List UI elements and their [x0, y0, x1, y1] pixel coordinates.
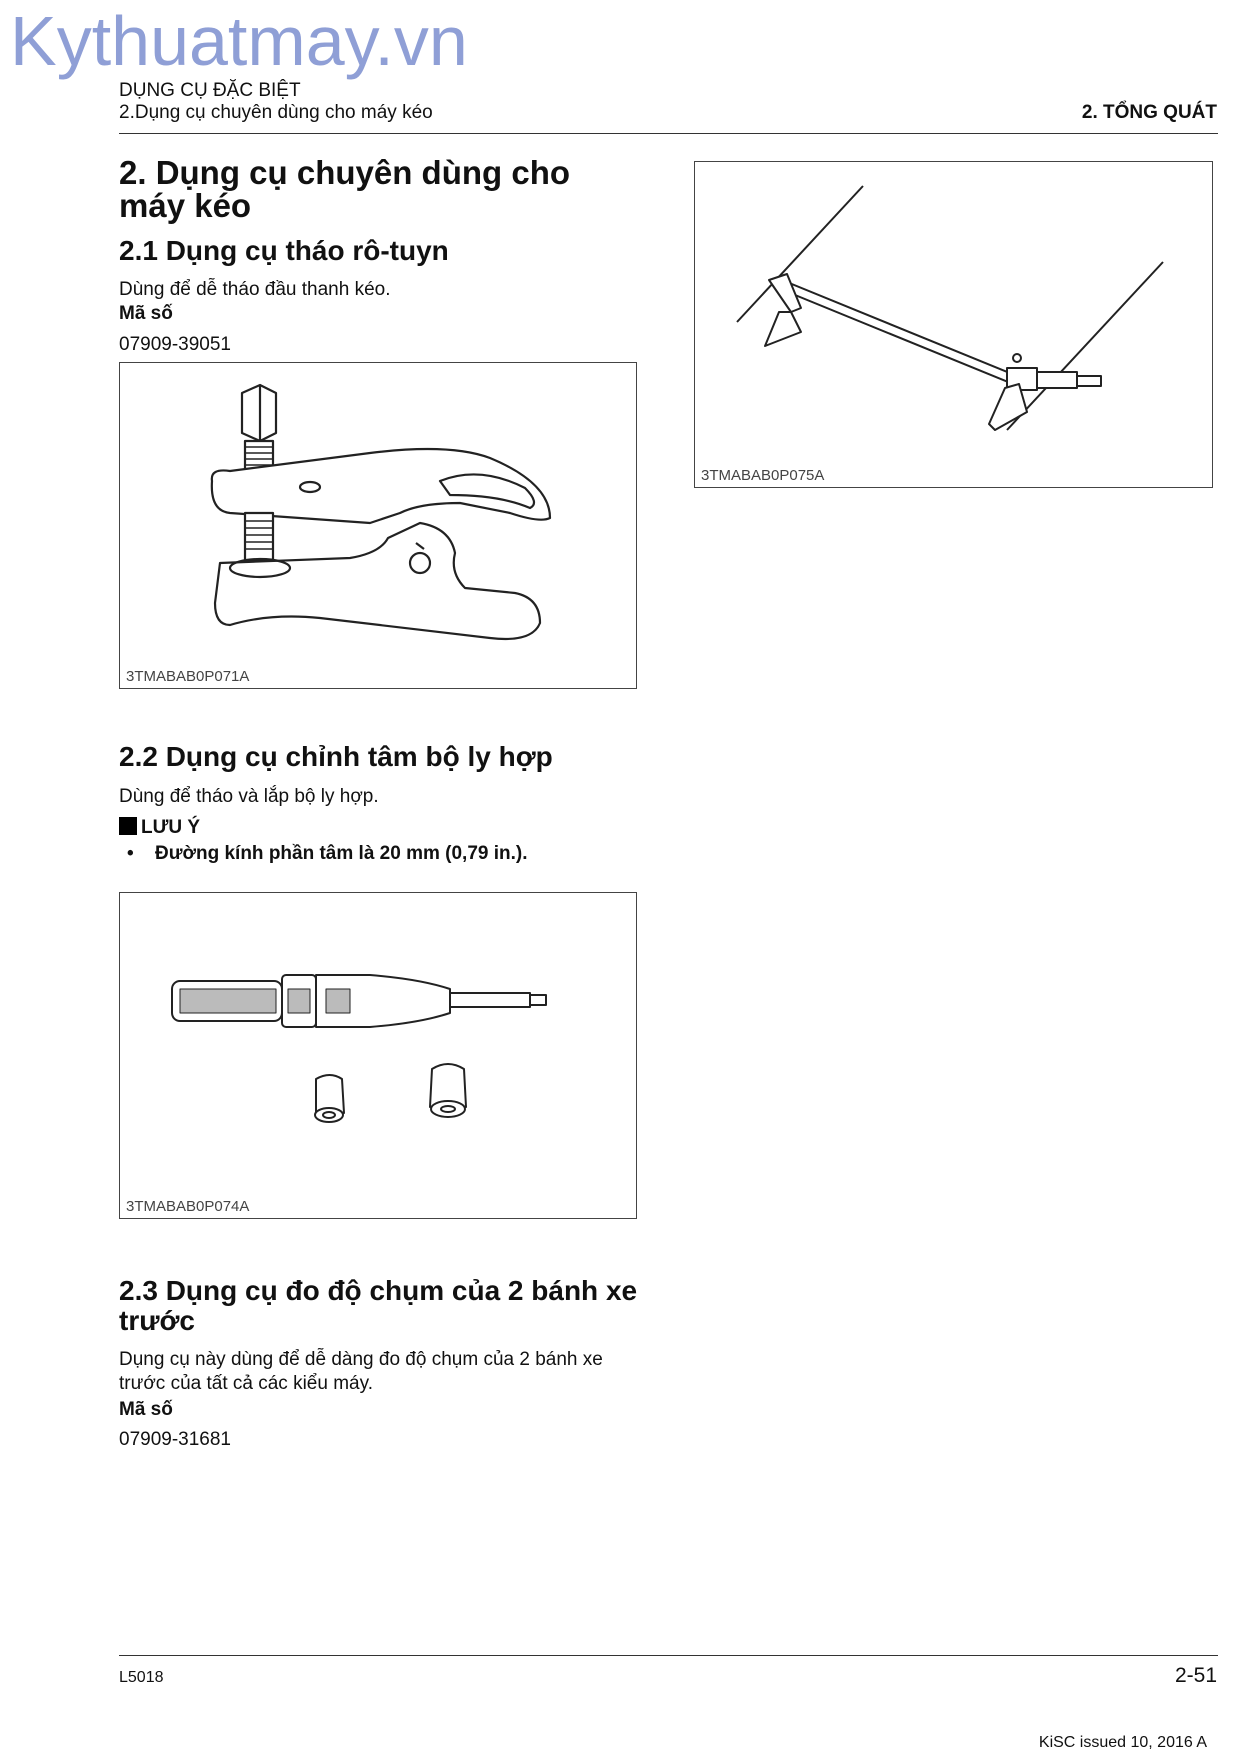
code-2-3: 07909-31681 — [119, 1429, 231, 1450]
page-number: 2-51 — [1174, 1664, 1217, 1687]
figure-id-071: 3TMABAB0P071A — [126, 668, 250, 685]
heading-2-3: 2.3 Dụng cụ đo độ chụm của 2 bánh xe trước — [119, 1275, 638, 1336]
heading-2-1: 2.1 Dụng cụ tháo rô-tuyn — [119, 235, 449, 266]
footer-divider — [119, 1655, 1218, 1656]
figure-id-074: 3TMABAB0P074A — [126, 1198, 250, 1215]
heading-2-2: 2.2 Dụng cụ chỉnh tâm bộ ly hợp — [119, 741, 553, 772]
watermark-logo: Kythuatmay.vn — [10, 2, 468, 80]
note-label: LƯU Ý — [141, 817, 201, 838]
note-bullet-icon: • — [127, 843, 134, 864]
header-divider — [119, 133, 1218, 134]
note-item: Đường kính phần tâm là 20 mm (0,79 in.). — [155, 843, 528, 864]
code-2-1: 07909-39051 — [119, 334, 231, 355]
toe-in-gauge-drawing — [695, 162, 1212, 487]
header-subsection: 2.Dụng cụ chuyên dùng cho máy kéo — [119, 102, 433, 123]
header-chapter: DỤNG CỤ ĐẶC BIỆT — [119, 80, 301, 101]
code-label-2-3: Mã số — [119, 1399, 173, 1420]
desc-2-1: Dùng để dễ tháo đầu thanh kéo. — [119, 279, 391, 300]
code-label-2-1: Mã số — [119, 303, 173, 324]
desc-2-2: Dùng để tháo và lắp bộ ly hợp. — [119, 786, 379, 807]
note-heading — [119, 816, 200, 840]
ball-joint-remover-drawing — [120, 363, 636, 688]
desc-2-3: Dụng cụ này dùng để dễ dàng đo độ chụm của 2 bánh xe trước của tất cả các kiểu máy. — [119, 1349, 603, 1394]
footer-model: L5018 — [119, 1669, 164, 1686]
clutch-center-tool-drawing — [120, 893, 636, 1218]
issue-note: KiSC issued 10, 2016 A — [1038, 1734, 1207, 1751]
header-section: 2. TỔNG QUÁT — [1081, 102, 1217, 123]
figure-clutch-center-tool — [119, 892, 637, 1219]
note-square-icon — [119, 817, 137, 835]
figure-ball-joint-remover — [119, 362, 637, 689]
page-title: 2. Dụng cụ chuyên dùng cho máy kéo — [119, 154, 571, 224]
figure-id-075: 3TMABAB0P075A — [701, 467, 825, 484]
figure-toe-in-gauge — [694, 161, 1213, 488]
